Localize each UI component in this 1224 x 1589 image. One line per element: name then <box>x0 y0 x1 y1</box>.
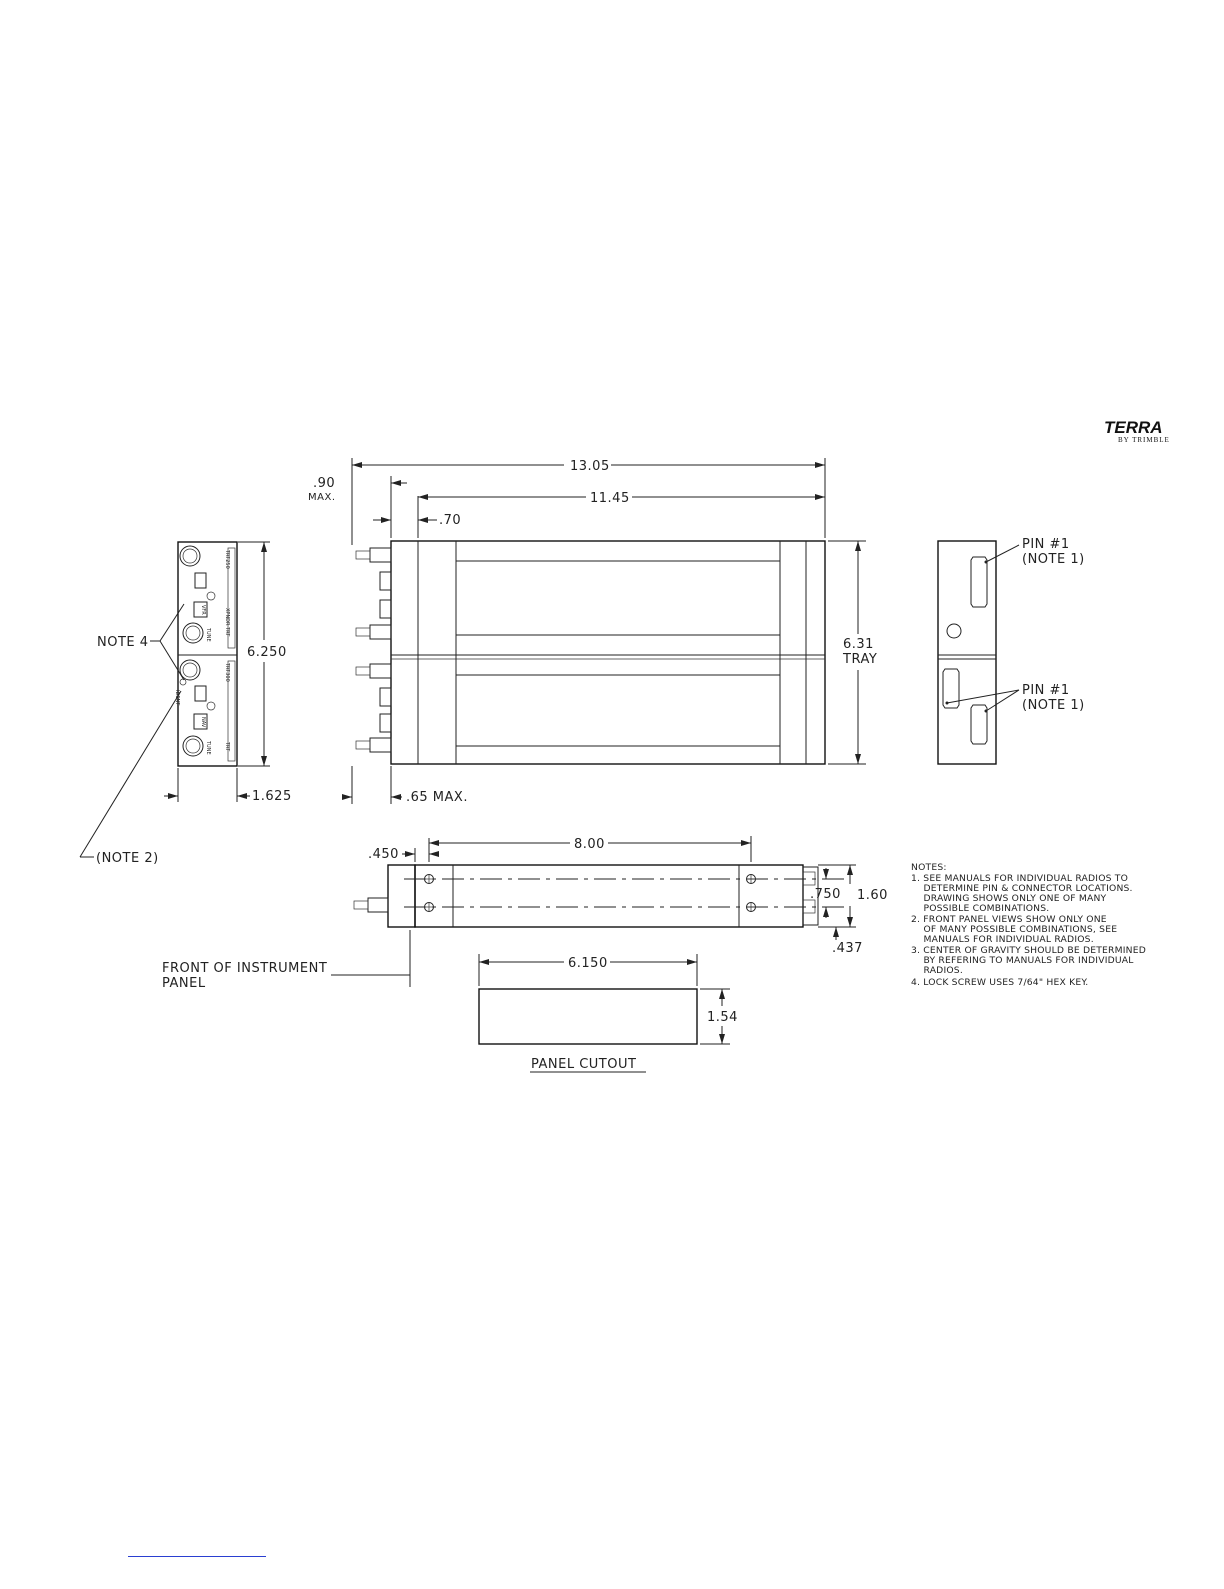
tune-label-bottom: TUNE <box>205 741 211 755</box>
note-line: BY REFERING TO MANUALS FOR INDIVIDUAL <box>911 955 1134 966</box>
bottom-unit-model: TRT300 <box>224 663 230 682</box>
logo-tagline: BY TRIMBLE <box>1118 436 1170 444</box>
note-line: 1. SEE MANUALS FOR INDIVIDUAL RADIOS TO <box>911 873 1129 884</box>
bolt-hole <box>746 902 756 912</box>
tray-length-dim: 11.45 <box>590 491 630 506</box>
note-line: DETERMINE PIN & CONNECTOR LOCATIONS. <box>911 883 1133 894</box>
cutout-width-dim: 6.150 <box>568 956 608 971</box>
note-line: POSSIBLE COMBINATIONS. <box>911 903 1050 914</box>
note-line: 2. FRONT PANEL VIEWS SHOW ONLY ONE <box>911 914 1107 925</box>
bolt-hole <box>424 902 434 912</box>
bolt-vertical-dim: .750 <box>810 887 841 902</box>
ident-button <box>195 573 206 588</box>
pin-top-note: (NOTE 1) <box>1022 552 1085 567</box>
rear-offset-dim: .437 <box>832 941 863 956</box>
ident-label: IDENT <box>174 690 180 706</box>
bolt-spacing-dim: 8.00 <box>574 837 605 852</box>
logo-brand: TERRA <box>1104 418 1163 437</box>
tray-height-label: TRAY <box>843 652 878 667</box>
note-line: 4. LOCK SCREW USES 7/64" HEX KEY. <box>911 977 1089 988</box>
terra-logo <box>1104 418 1170 444</box>
tune-label-top: TUNE <box>205 628 211 642</box>
unit-width-dim: 1.625 <box>252 789 292 804</box>
note2-label: (NOTE 2) <box>96 851 159 866</box>
side-height-dim: 1.60 <box>857 888 888 903</box>
indicator-light <box>207 592 215 600</box>
rear-view <box>938 537 1085 764</box>
pin-bottom-note: (NOTE 1) <box>1022 698 1085 713</box>
panel-cutout-label: PANEL CUTOUT <box>531 1057 637 1072</box>
mounting-hole <box>947 624 961 638</box>
note-line: DRAWING SHOWS ONLY ONE OF MANY <box>911 893 1107 904</box>
note-line: OF MANY POSSIBLE COMBINATIONS, SEE <box>911 924 1118 935</box>
notes-block <box>911 862 1146 988</box>
notes-heading: NOTES: <box>911 862 947 873</box>
note4-label: NOTE 4 <box>97 635 149 650</box>
connector-top <box>971 557 987 607</box>
knob-protrusion-max: MAX. <box>308 492 336 503</box>
top-unit-model: TRT250 <box>224 550 230 569</box>
front-depth-dim: .65 MAX. <box>406 790 468 805</box>
side-view <box>308 458 877 805</box>
panel-cutout <box>479 954 738 1072</box>
note-line: RADIOS. <box>911 965 963 976</box>
tray-height-dim: 6.31 <box>843 637 874 652</box>
front-offset-dim: .70 <box>439 513 462 528</box>
nav-label: NAV <box>200 717 206 728</box>
unit-height-dim: 6.250 <box>247 645 287 660</box>
overall-length-dim: 13.05 <box>570 459 610 474</box>
note-line: MANUALS FOR INDIVIDUAL RADIOS. <box>911 934 1094 945</box>
note-line: 3. CENTER OF GRAVITY SHOULD BE DETERMINED <box>911 945 1147 956</box>
knob-protrusion-dim: .90 <box>313 476 336 491</box>
bolt-hole <box>746 874 756 884</box>
footer-link-underline[interactable] <box>128 1556 266 1557</box>
top-unit-name: XPNDR TRT <box>224 608 230 637</box>
front-view <box>80 542 292 866</box>
bolt-offset-dim: .450 <box>368 847 399 862</box>
cutout-height-dim: 1.54 <box>707 1010 738 1025</box>
front-panel-label: FRONT OF INSTRUMENT <box>162 961 328 976</box>
bottom-unit-name: TRT <box>224 742 230 752</box>
pin-top-label: PIN #1 <box>1022 537 1070 552</box>
bolt-hole <box>424 874 434 884</box>
pin-bottom-label: PIN #1 <box>1022 683 1070 698</box>
vfr-label: VFR <box>200 605 206 615</box>
front-panel-label-2: PANEL <box>162 976 206 991</box>
top-view <box>162 836 888 991</box>
